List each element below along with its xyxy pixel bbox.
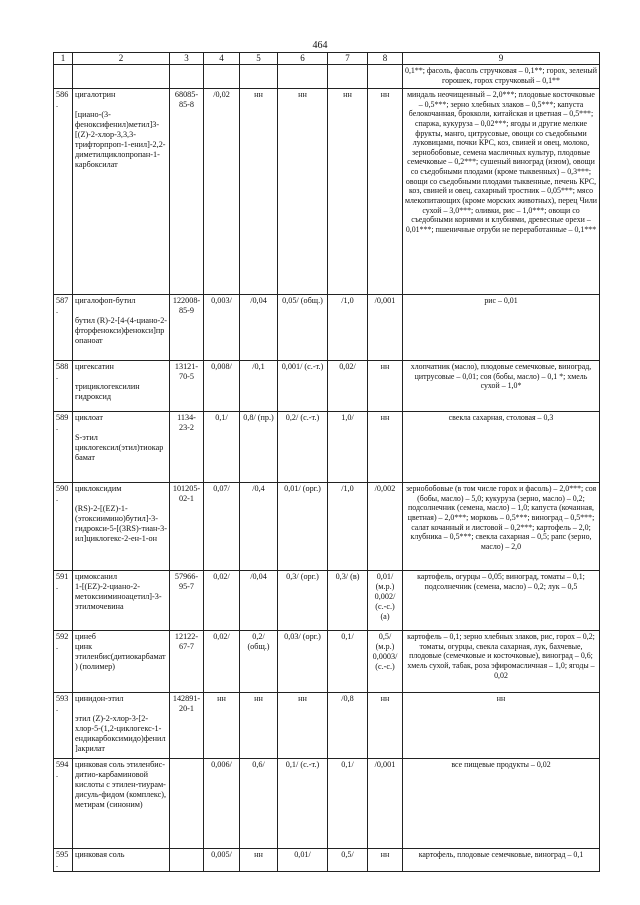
value-col5: /0,4 [240,482,278,570]
value-col4: 0,02/ [204,630,240,692]
value-col4: 0,005/ [204,848,240,871]
value-col6: нн [278,88,328,294]
value-col5: нн [240,848,278,871]
cas-number: 57966-95-7 [170,570,204,630]
value-col7: /1,0 [328,294,368,360]
substance-name: циклоат S-этил циклогексил(этил)тиокарбамат [73,411,170,482]
row-number: 588. [54,360,73,411]
col-header-6: 6 [278,53,328,65]
value-col6: нн [278,692,328,758]
col-header-1: 1 [54,53,73,65]
cas-number: 12122-67-7 [170,630,204,692]
value-col6: 0,3/ (орг.) [278,570,328,630]
row-number: 591. [54,570,73,630]
value-col4: нн [204,692,240,758]
value-col8: нн [368,88,403,294]
value-col5: /0,04 [240,294,278,360]
residue-limits: зернобобовые (в том числе горох и фасоль) – 2,0***; соя (бобы, масло) – 5,0; кукуруза (зерно, масло) – 0,2; подсолнечник (семена, масло) – 1,0; капуста (кочанная, цветная) – 2,0***; морковь – 0,5***; виноград – 0,5***; салат кочанный и листовой – 0,2***; картофель – 2,0; клубника – 0,5***; свекла сахарная – 0,5; рапс (зерно, масло) – 2,0 [403,482,600,570]
table-row [54,360,600,411]
table-row [54,482,600,570]
cas-number [170,848,204,871]
col-header-2: 2 [73,53,170,65]
cas-number: 68085-85-8 [170,88,204,294]
substance-name: цинковая соль [73,848,170,871]
value-col7: 0,3/ (в) [328,570,368,630]
residue-limits: картофель, огурцы – 0,05; виноград, томаты – 0,1; подсолнечник (семена, масло) – 0,2; лук – 0,5 [403,570,600,630]
row-number: 594. [54,758,73,848]
table-row [54,848,600,871]
value-col8: нн [368,360,403,411]
value-col7: /1,0 [328,482,368,570]
value-col8: /0,002 [368,482,403,570]
value-col4: 0,07/ [204,482,240,570]
value-col6: 0,01/ (орг.) [278,482,328,570]
cas-number: 13121-70-5 [170,360,204,411]
value-col5: нн [240,692,278,758]
col-header-3: 3 [170,53,204,65]
col-header-5: 5 [240,53,278,65]
row-number: 586. [54,88,73,294]
substance-name: цинидон-этил этил (Z)-2-хлор-3-[2-хлор-5-(1,2-циклогекс-1-ендикарбоксимидо)фенил]акрилат [73,692,170,758]
value-col7: 0,5/ [328,848,368,871]
row-number: 590. [54,482,73,570]
value-col8: 0,5/ (м.р.) 0,0003/ (с.-с.) [368,630,403,692]
value-col6: 0,03/ (орг.) [278,630,328,692]
substance-name: цигалотрин [циано-(3-феноксифенил)метил]3-[(Z)-2-хлор-3,3,3-трифторпроп-1-енил]-2,2-диметилциклопропан-1-карбоксилат [73,88,170,294]
value-col5: 0,8/ (пр.) [240,411,278,482]
value-col6: 0,1/ (с.-т.) [278,758,328,848]
value-col7: 0,1/ [328,630,368,692]
table-row [54,411,600,482]
column-header-row [54,53,600,65]
pesticide-table [53,52,600,872]
col-header-8: 8 [368,53,403,65]
value-col7: нн [328,88,368,294]
value-col5: 0,6/ [240,758,278,848]
value-col4: 0,006/ [204,758,240,848]
row-number: 592. [54,630,73,692]
value-col8: нн [368,411,403,482]
value-col8: /0,001 [368,758,403,848]
table-row [54,630,600,692]
substance-name: цимоксанил 1-[(EZ)-2-циано-2-метоксииминоацетил]-3-этилмочевина [73,570,170,630]
continuation-text: 0,1**; фасоль, фасоль стручковая – 0,1**; горох, зеленый горошек, горох стручковый – 0,1** [403,64,600,88]
residue-limits: картофель – 0,1; зерно хлебных злаков, рис, горох – 0,2; томаты, огурцы, свекла сахарная, лук, бахчевые, плодовые (семечковые и косточковые), виноград – 0,6; хмель сухой, табак, роза эфиромасличная – 1,0; ягоды – 0,02 [403,630,600,692]
value-col5: /0,04 [240,570,278,630]
table-row [54,570,600,630]
cas-number: 122008-85-9 [170,294,204,360]
col-header-9: 9 [403,53,600,65]
value-col8: 0,01/ (м.р.) 0,002/ (с.-с.) (а) [368,570,403,630]
value-col5: /0,1 [240,360,278,411]
value-col6: 0,2/ (с.-т.) [278,411,328,482]
table-row [54,88,600,294]
residue-limits: хлопчатник (масло), плодовые семечковые, виноград, цитрусовые – 0,01; соя (бобы, масло) – 0,1 *; хмель сухой – 1,0* [403,360,600,411]
value-col8: /0,001 [368,294,403,360]
residue-limits: миндаль неочищенный – 2,0***; плодовые косточковые – 0,5***; зерно хлебных злаков – 0,5***; капуста белокочанная, брокколи, китайская и цветная – 0,5***; спаржа, кукуруза – 0,02***; ягоды и другие мелкие фрукты, манго, цитрусовые, овощи со съедобными луковицами, почки КРС, коз, свиней и овец, молоко, зернобобовые, семена масличных культур, плодовые семечковые – 0,2***; сушеный виноград (изюм), овощи со съедобными плодами (кроме тыквенных) – 0,3***; овощи со съедобными плодами тыквенные, печень КРС, коз, свиней и овец, сахарный тростник – 0,05***; мясо млекопитающих (кроме морских животных), перец Чили сухой – 3,0***; оливки, рис – 1,0***; овощи со съедобными корнями и клубнями, древесные орехи – 0,01***; пшеничные отруби не переработанные – 0,1*** [403,88,600,294]
value-col7: 0,1/ [328,758,368,848]
cas-number: 142891-20-1 [170,692,204,758]
value-col4: /0,02 [204,88,240,294]
col-header-4: 4 [204,53,240,65]
continuation-row [54,64,600,88]
substance-name: цигексатин трициклогексилин гидроксид [73,360,170,411]
row-number: 593. [54,692,73,758]
row-number: 587. [54,294,73,360]
substance-name: циклоксидим (RS)-2-[(EZ)-1-(этоксиимино)бутил]-3-гидрокси-5-[(3RS)-тиан-3-ил]циклогекс-2-ен-1-он [73,482,170,570]
value-col8: нн [368,692,403,758]
value-col4: 0,02/ [204,570,240,630]
value-col4: 0,003/ [204,294,240,360]
value-col6: 0,01/ [278,848,328,871]
value-col7: 0,02/ [328,360,368,411]
residue-limits: все пищевые продукты – 0,02 [403,758,600,848]
value-col7: 1,0/ [328,411,368,482]
cas-number: 1134-23-2 [170,411,204,482]
residue-limits: картофель, плодовые семечковые, виноград – 0,1 [403,848,600,871]
table-row [54,758,600,848]
value-col6: 0,001/ (с.-т.) [278,360,328,411]
table-row [54,294,600,360]
residue-limits: рис – 0,01 [403,294,600,360]
residue-limits: нн [403,692,600,758]
value-col7: /0,8 [328,692,368,758]
value-col5: нн [240,88,278,294]
cas-number [170,758,204,848]
substance-name: цигалофоп-бутил бутил (R)-2-[4-(4-циано-2-фторфенокси)фенокси]пропаноат [73,294,170,360]
substance-name: цинеб цинк этиленбис(дитиокарбамат) (полимер) [73,630,170,692]
table-row [54,692,600,758]
residue-limits: свекла сахарная, столовая – 0,3 [403,411,600,482]
col-header-7: 7 [328,53,368,65]
value-col4: 0,008/ [204,360,240,411]
value-col5: 0,2/ (общ.) [240,630,278,692]
row-number: 595. [54,848,73,871]
substance-name: цинковая соль этиленбис-дитио-карбаминовой кислоты с этилен-тиурам-дисуль-фидом (комплекс), метирам (синоним) [73,758,170,848]
page-number: 464 [312,40,328,51]
row-number: 589. [54,411,73,482]
value-col4: 0,1/ [204,411,240,482]
value-col6: 0,05/ (общ.) [278,294,328,360]
cas-number: 101205-02-1 [170,482,204,570]
value-col8: нн [368,848,403,871]
